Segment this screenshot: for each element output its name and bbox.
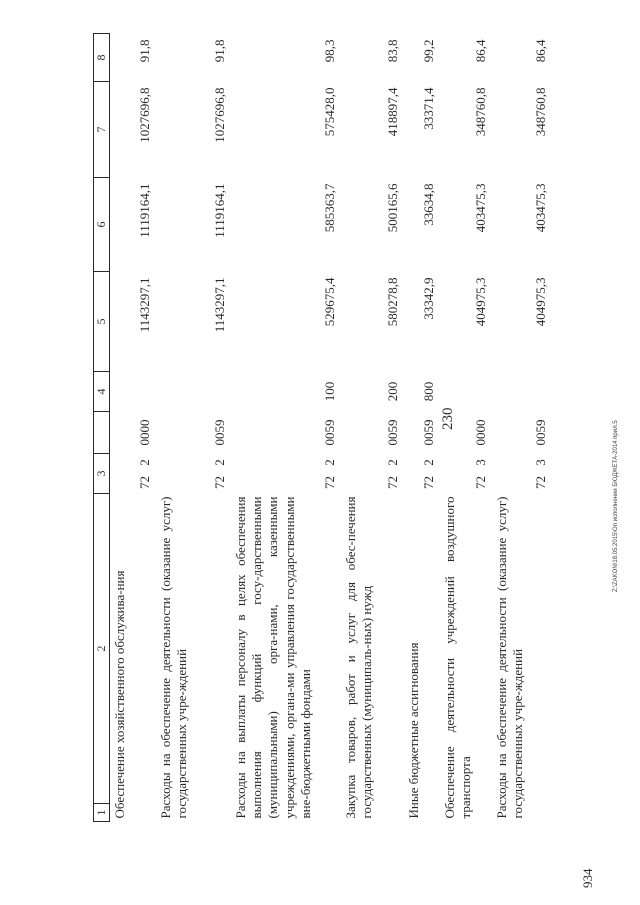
row-code-4 (492, 372, 552, 412)
row-code-2: 2 (137, 459, 153, 466)
row-code-4 (110, 372, 156, 412)
row-value-6: 585363,7 (322, 183, 338, 233)
row-value-5: 404975,3 (473, 277, 489, 327)
row-value-5: 580278,8 (385, 277, 401, 327)
row-value-7: 348760,8 (533, 87, 549, 137)
row-value-8: 99,2 (421, 39, 437, 63)
row-code-1: 72 (322, 476, 338, 489)
row-code-4: 100 (322, 381, 338, 402)
row-name: Закупка товаров, работ и услуг для обес-печения государственных (муниципаль-ных) нужд (342, 496, 374, 819)
footer-page-number: 934 (580, 868, 595, 888)
row-code-3: 0000 (473, 419, 489, 446)
row-code-2: 3 (533, 459, 549, 466)
header-col-3: 3 (94, 454, 110, 494)
row-code-3: 0059 (533, 419, 549, 446)
row-code-4 (156, 372, 231, 412)
table-row (404, 34, 440, 822)
header-col-3b (94, 412, 110, 454)
table-row (492, 34, 552, 822)
row-value-8: 91,8 (212, 39, 228, 63)
table-row (341, 34, 404, 822)
row-value-8: 83,8 (385, 39, 401, 63)
row-value-6: 403475,3 (533, 183, 549, 233)
row-name: Обеспечение деятельности учреждений воздушного транспорта (441, 496, 473, 819)
row-code-1: 72 (137, 476, 153, 489)
row-value-6: 403475,3 (473, 183, 489, 233)
row-code-2: 2 (212, 459, 228, 466)
row-code-2: 3 (473, 459, 489, 466)
row-value-5: 404975,3 (533, 277, 549, 327)
table-row (440, 34, 492, 822)
row-value-5: 1143297,1 (212, 277, 228, 333)
row-code-2: 2 (322, 459, 338, 466)
row-name: Обеспечение хозяйственного обслужива-ния (112, 570, 128, 819)
row-code-4 (440, 372, 492, 412)
row-value-7: 33371,4 (421, 87, 437, 130)
row-code-3: 0059 (421, 419, 437, 446)
row-value-6: 500165,6 (385, 183, 401, 233)
row-value-6: 33634,8 (421, 183, 437, 226)
header-col-1: 1 (94, 804, 110, 822)
page-number: 230 (440, 407, 456, 430)
row-code-1: 72 (421, 476, 437, 489)
row-value-5: 529675,4 (322, 277, 338, 327)
row-code-3: 0000 (137, 419, 153, 446)
footer-file-path: Z:\ZAKON\18.05.2015\On исполнении БЮДЖЕТА-2014 прил.5 (613, 420, 619, 592)
row-code-1: 72 (212, 476, 228, 489)
row-code-4: 800 (421, 381, 437, 402)
row-code-1: 72 (473, 476, 489, 489)
row-value-6: 1119164,1 (137, 183, 153, 238)
header-col-8: 8 (94, 34, 110, 82)
row-value-8: 86,4 (473, 39, 489, 63)
row-value-7: 1027696,8 (212, 87, 228, 143)
row-name: Иные бюджетные ассигнования (405, 642, 421, 819)
row-code-3: 0059 (385, 419, 401, 446)
table-row (156, 34, 231, 822)
row-value-7: 575428,0 (322, 87, 338, 137)
table-row (231, 34, 341, 822)
row-value-8: 91,8 (137, 39, 153, 63)
row-code-4: 200 (385, 381, 401, 402)
row-value-7: 348760,8 (473, 87, 489, 137)
row-value-5: 33342,9 (421, 277, 437, 320)
header-col-7: 7 (94, 82, 110, 178)
row-code-1: 72 (533, 476, 549, 489)
row-value-7: 418897,4 (385, 87, 401, 137)
table-row (110, 34, 156, 822)
header-col-2: 2 (94, 494, 110, 804)
row-value-6: 1119164,1 (212, 183, 228, 238)
header-col-6: 6 (94, 178, 110, 272)
row-name: Расходы на выплаты персоналу в целях обеспечения выполнения функций госу-дарственными (муниципальными) орга-нами, казенными учреждениями, органа-ми управления государственными вне-бюджетными фондами (232, 496, 314, 819)
budget-table (93, 34, 563, 822)
row-code-2: 2 (385, 459, 401, 466)
row-code-1: 72 (385, 476, 401, 489)
row-value-8: 98,3 (322, 39, 338, 63)
row-value-7: 1027696,8 (137, 87, 153, 143)
row-code-2: 2 (421, 459, 437, 466)
header-row (94, 34, 110, 822)
row-name: Расходы на обеспечение деятельности (оказание услуг) государственных учре-ждений (493, 496, 525, 819)
row-code-3: 0059 (212, 419, 228, 446)
header-col-4: 4 (94, 372, 110, 412)
row-value-5: 1143297,1 (137, 277, 153, 333)
row-value-8: 86,4 (533, 39, 549, 63)
row-name: Расходы на обеспечение деятельности (оказание услуг) государственных учре-ждений (157, 496, 189, 819)
row-code-3: 0059 (322, 419, 338, 446)
header-col-5: 5 (94, 272, 110, 372)
